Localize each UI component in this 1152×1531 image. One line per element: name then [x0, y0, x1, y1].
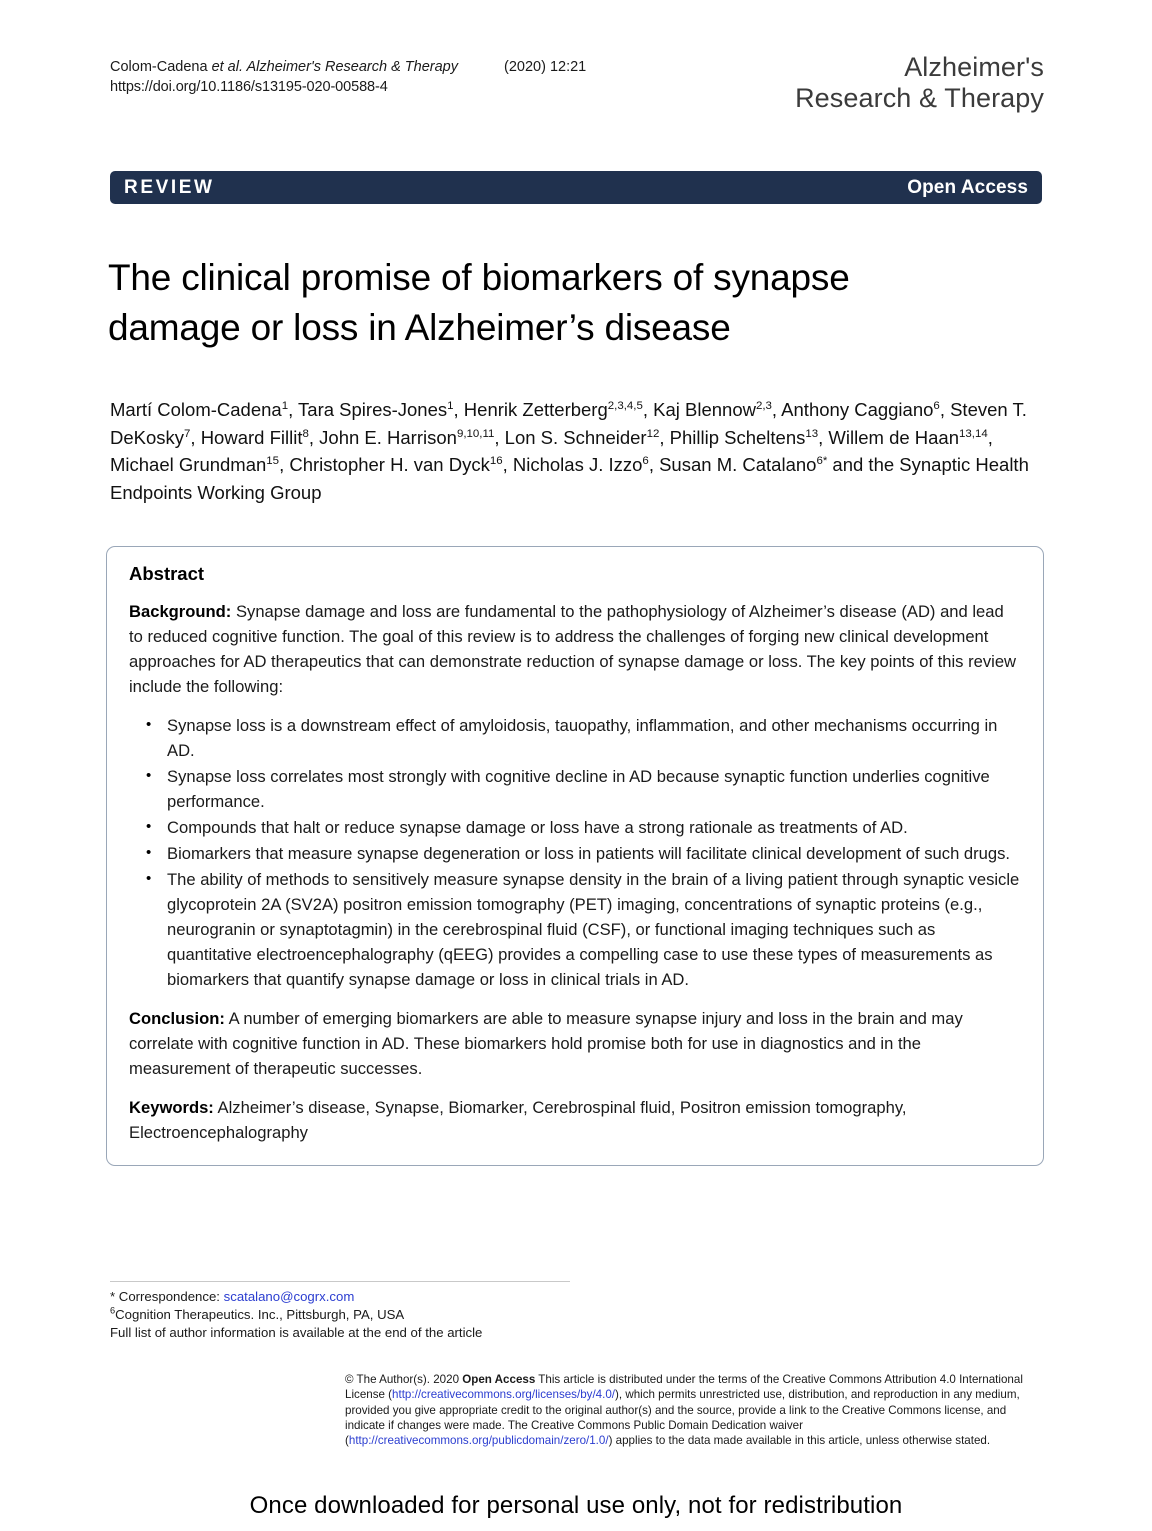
- affiliation-text: Cognition Therapeutics. Inc., Pittsburgh, PA, USA: [115, 1306, 405, 1322]
- running-head-citation: Colom-Cadena: [110, 59, 208, 75]
- abstract-background-text: Synapse damage and loss are fundamental to the pathophysiology of Alzheimer’s disease (AD) and lead to reduced cognitive function. The goal of this review is to address the challenges of forging new clinical development approaches for AD therapeutics that can demonstrate reduction of synapse damage or loss. The key points of this review include the following:: [129, 602, 1017, 696]
- abstract-box: [106, 546, 1044, 1166]
- doi-text: https://doi.org/10.1186/s13195-020-00588-4: [110, 78, 388, 95]
- license-open-access: Open Access: [462, 1373, 536, 1386]
- abstract-keywords-text: Alzheimer’s disease, Synapse, Biomarker, Cerebrospinal fluid, Positron emission tomography, Electroencephalography: [129, 1098, 907, 1142]
- running-head-volume: (2020) 12:21: [504, 59, 587, 75]
- license-link-by40[interactable]: http://creativecommons.org/licenses/by/4.0/: [392, 1388, 616, 1402]
- license-part1: © The Author(s). 2020: [345, 1373, 463, 1386]
- correspondence-email-link[interactable]: scatalano@cogrx.com: [223, 1289, 355, 1304]
- correspondence-block: [110, 1288, 750, 1341]
- author-list: Martí Colom-Cadena$^1$, Tara Spires-Jones$^1$, Henrik Zetterberg$^{2,3,4,5}$, Kaj Blennow$^{2,3}$, Anthony Caggiano$^6$, Steven T. DeKosky$^7$, Howard Fillit$^8$, John E. Harrison$^{9,10,11}$, Lon S. Schneider$^{12}$, Phillip Scheltens$^{13}$, Willem de Haan$^{13,14}$, Michael Grundman$^{15}$, Christopher H. van Dyck$^{16}$, Nicholas J. Izzo$^6$, Susan M. Catalano$^{6*}$ and the Synaptic Health Endpoints Working Group: [110, 399, 1029, 503]
- list-item: • Synapse loss is a downstream effect of amyloidosis, tauopathy, inflammation, and other mechanisms occurring in AD.: [163, 713, 1021, 763]
- list-item: • The ability of methods to sensitively measure synapse density in the brain of a living patient through synaptic vesicle glycoprotein 2A (SV2A) positron emission tomography (PET) imaging, concentrations of synaptic proteins (e.g., neurogranin or synaptotagmin) in the cerebrospinal fluid (CSF), or functional imaging techniques such as quantitative electroencephalography (qEEG) provides a compelling case to use these types of measurements as biomarkers that quantify synapse damage or loss in clinical trials in AD.: [163, 867, 1021, 992]
- list-item: • Synapse loss correlates most strongly with cognitive decline in AD because synaptic function underlies cognitive performance.: [163, 764, 1021, 814]
- correspondence-line: [110, 1288, 750, 1306]
- abstract-background-label: Background:: [129, 602, 232, 621]
- abstract-key-points: [129, 713, 1021, 992]
- journal-logo-line1: Alzheimer's: [904, 52, 1044, 82]
- license-block: [345, 1372, 1025, 1448]
- journal-logo: [795, 52, 1044, 114]
- list-item: • Biomarkers that measure synapse degeneration or loss in patients will facilitate clinical development of such drugs.: [163, 841, 1021, 866]
- license-part4: ) applies to the data made available in this article, unless otherwise stated.: [608, 1434, 991, 1448]
- redistribution-watermark: Once downloaded for personal use only, not for redistribution: [249, 1492, 903, 1519]
- license-part3: ), which permits unrestricted use, distribution, and reproduction in any medium, provided you give appropriate credit to the original author(s) and the source, provide a link to the Creative Commons license, and indicate if changes were made. The Creative Commons Public Domain Dedication waiver (: [345, 1388, 1020, 1448]
- article-type-banner: [110, 171, 1042, 204]
- correspondence-affiliation: [110, 1306, 750, 1324]
- open-access-label: Open Access: [907, 176, 1028, 198]
- license-part2: This article is distributed under the terms of the Creative Commons Attribution 4.0 International License (: [345, 1373, 1023, 1402]
- article-type-label: REVIEW: [124, 176, 215, 198]
- author-info-note: Full list of author information is available at the end of the article: [110, 1324, 483, 1340]
- license-link-zero10[interactable]: http://creativecommons.org/publicdomain/zero/1.0/: [348, 1434, 609, 1448]
- journal-logo-line2: Research & Therapy: [795, 83, 1044, 113]
- abstract-keywords: [129, 1095, 1021, 1145]
- abstract-conclusion-text: A number of emerging biomarkers are able to measure synapse injury and loss in the brain and may correlate with cognitive function in AD. These biomarkers hold promise both for use in diagnostics and in the measurement of therapeutic successes.: [129, 1009, 963, 1078]
- affiliation-superscript: 6: [110, 1305, 116, 1316]
- abstract-keywords-label: Keywords:: [129, 1098, 214, 1117]
- abstract-conclusion: [129, 1006, 1021, 1081]
- abstract-conclusion-label: Conclusion:: [129, 1009, 225, 1028]
- running-head-journal: et al. Alzheimer's Research & Therapy: [211, 59, 458, 75]
- running-head: [110, 58, 870, 97]
- correspondence-prefix: * Correspondence:: [110, 1289, 224, 1304]
- page-title: The clinical promise of biomarkers of synapse damage or loss in Alzheimer’s disease: [108, 256, 850, 348]
- footnote-divider: [110, 1281, 570, 1282]
- list-item: • Compounds that halt or reduce synapse damage or loss have a strong rationale as treatments of AD.: [163, 815, 1021, 840]
- abstract-background: [129, 599, 1021, 699]
- abstract-heading: Abstract: [129, 563, 205, 584]
